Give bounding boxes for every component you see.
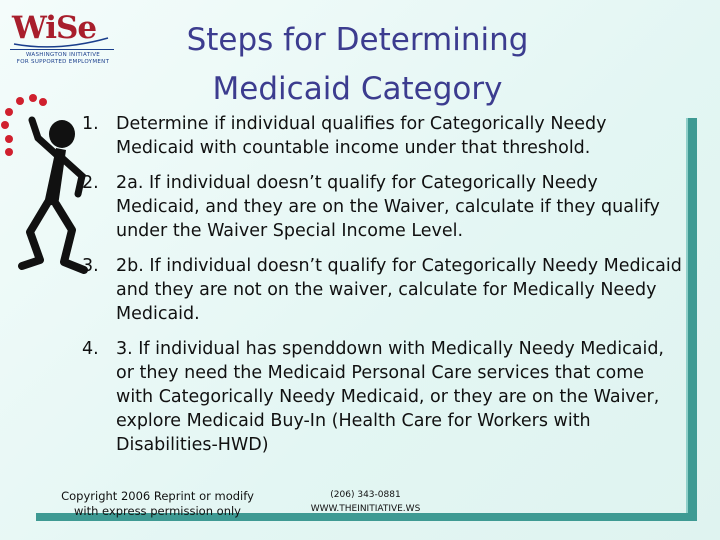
copyright-notice <box>55 489 260 519</box>
step-number: 2. <box>82 173 99 193</box>
juggle-ball-icon <box>1 121 9 129</box>
title-line-2: Medicaid Category <box>212 71 503 107</box>
slide-title <box>140 16 575 114</box>
step-text: 3. If individual has spenddown with Medically Needy Medicaid, or they need the Medicaid Personal Care services that come with Categorically Needy Medicaid, or they are on the Waiver, explore Medicaid Buy-In (Health Care for Workers with Disabilities-HWD) <box>116 339 664 455</box>
step-item <box>82 254 682 326</box>
juggle-ball-icon <box>5 108 13 116</box>
juggler-figure-icon <box>0 92 90 292</box>
step-item <box>82 112 682 160</box>
figure-left-leg <box>22 202 48 266</box>
step-number: 1. <box>82 114 99 134</box>
step-item <box>82 171 682 243</box>
title-line-1: Steps for Determining <box>186 22 529 58</box>
copyright-line-2: with express permission only <box>73 504 241 518</box>
juggle-ball-icon <box>16 97 24 105</box>
contact-website: WWW.THEINITIATIVE.WS <box>310 504 421 514</box>
copyright-line-1: Copyright 2006 Reprint or modify <box>61 489 254 503</box>
juggle-ball-icon <box>39 98 47 106</box>
step-text: Determine if individual qualifies for Categorically Needy Medicaid with countable income under that threshold. <box>116 114 607 158</box>
contact-info <box>298 488 433 516</box>
logo-word: WiSe <box>12 10 97 46</box>
step-text: 2a. If individual doesn’t qualify for Categorically Needy Medicaid, and they are on the Waiver, calculate if they qualify under the Waiver Special Income Level. <box>116 173 660 241</box>
wise-logo <box>8 8 114 72</box>
figure-head <box>49 120 75 148</box>
juggle-ball-icon <box>5 148 13 156</box>
logo-subtitle <box>10 52 116 66</box>
juggle-ball-icon <box>29 94 37 102</box>
contact-phone: (206) 343-0881 <box>330 490 401 500</box>
logo-subtitle-line2: FOR SUPPORTED EMPLOYMENT <box>16 59 110 65</box>
juggle-ball-icon <box>5 135 13 143</box>
step-text: 2b. If individual doesn’t qualify for Categorically Needy Medicaid and they are not on the waiver, calculate for Medically Needy Medicaid. <box>116 256 682 324</box>
step-number: 3. <box>82 256 99 276</box>
steps-list <box>82 112 682 468</box>
logo-divider <box>10 49 114 50</box>
figure-right-leg <box>56 204 84 270</box>
step-number: 4. <box>82 339 99 359</box>
frame-right-bar <box>688 118 697 520</box>
logo-subtitle-line1: WASHINGTON INITIATIVE <box>25 52 101 58</box>
step-item <box>82 337 682 457</box>
frame-inner-line <box>686 118 688 514</box>
figure-right-arm <box>62 158 82 194</box>
